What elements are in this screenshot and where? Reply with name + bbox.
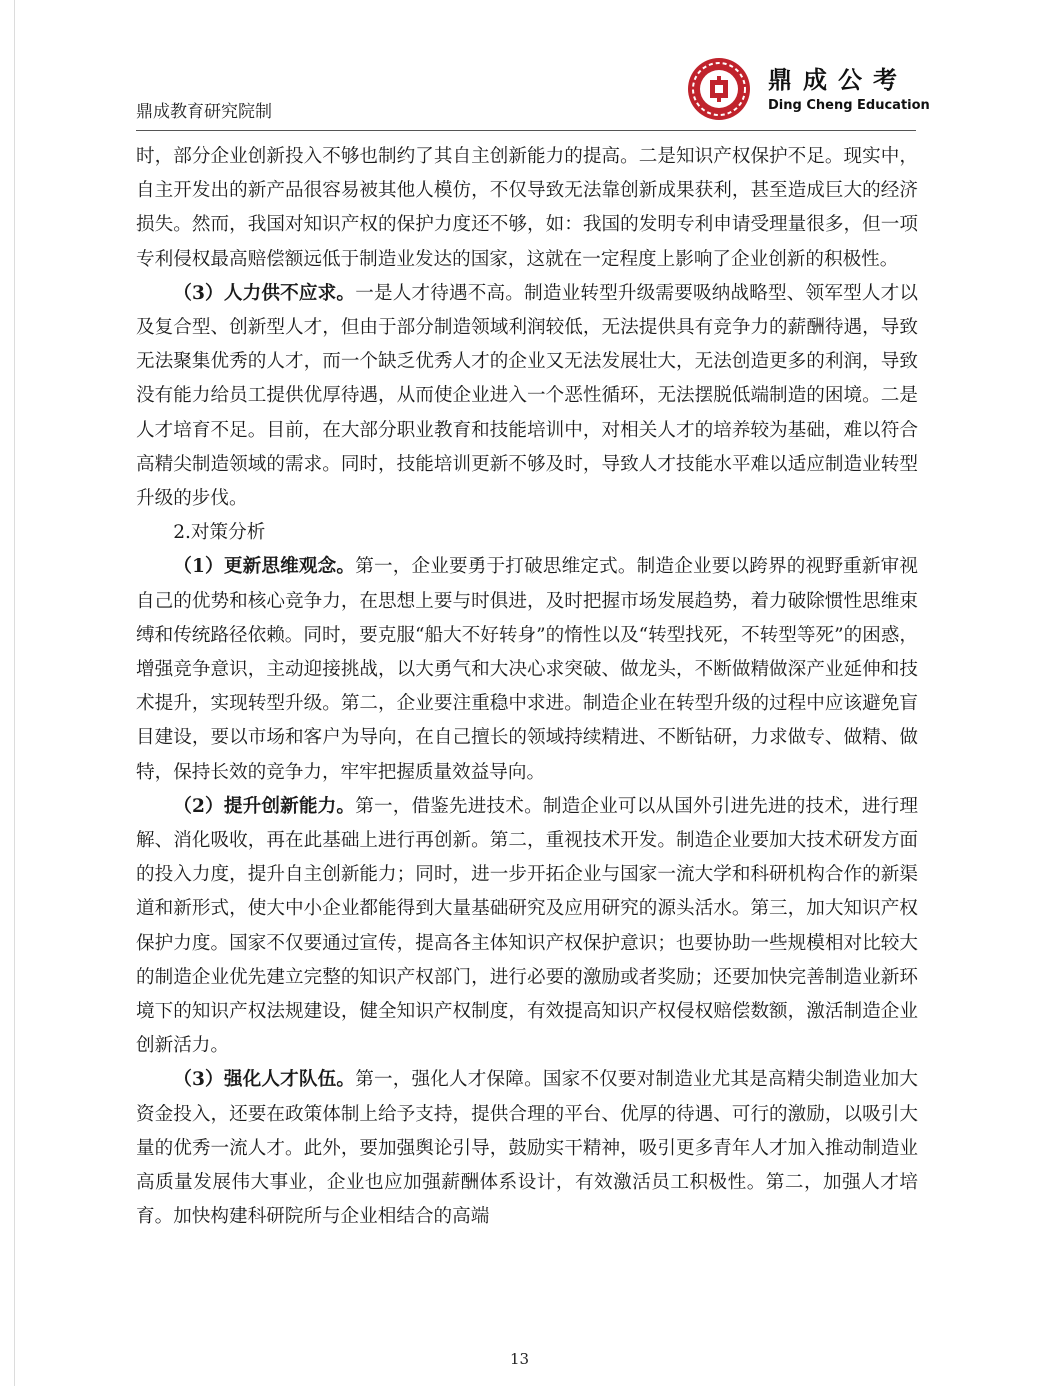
logo-english-name: Ding Cheng Education	[768, 98, 930, 113]
paragraph-3-text: 2.对策分析	[173, 522, 266, 544]
paragraph-4	[136, 550, 918, 789]
paragraph-4-text: 第一，企业要勇于打破思维定式。制造企业要以跨界的视野重新审视自己的优势和核心竞争力，在思想上要与时俱进，及时把握市场发展趋势，着力破除惯性思维束缚和传统路径依赖。同时，要克服“船大不好转身”的惰性以及“转型找死，不转型等死”的困惑，增强竞争意识，主动迎接挑战，以大勇气和大决心求突破、做龙头，不断做精做深产业延伸和技术提升，实现转型升级。第二，企业要注重稳中求进。制造企业在转型升级的过程中应该避免盲目建设，要以市场和客户为导向，在自己擅长的领域持续精进、不断钻研，力求做专、做精、做特，保持长效的竞争力，牢牢把握质量效益导向。	[136, 556, 918, 783]
paragraph-4-heading: （1）更新思维观念。	[173, 556, 356, 578]
paragraph-6-text: 第一，强化人才保障。国家不仅要对制造业尤其是高精尖制造业加大资金投入，还要在政策体制上给予支持，提供合理的平台、优厚的待遇、可行的激励，以吸引大量的优秀一流人才。此外，要加强舆论引导，鼓励实干精神，吸引更多青年人才加入推动制造业高质量发展伟大事业，企业也应加强薪酬体系设计，有效激活员工积极性。第二，加强人才培育。加快构建科研院所与企业相结合的高端	[136, 1069, 918, 1228]
section-title	[136, 516, 918, 550]
header-divider	[136, 130, 916, 131]
institute-name: 鼎成教育研究院制	[136, 102, 272, 122]
logo-seal-icon	[686, 56, 752, 122]
body-text	[136, 140, 918, 1235]
paragraph-5-heading: （2）提升创新能力。	[173, 795, 356, 817]
logo-chinese-name: 鼎成公考	[768, 65, 908, 94]
page-number: 13	[509, 1350, 530, 1368]
paragraph-1-text: 时，部分企业创新投入不够也制约了其自主创新能力的提高。二是知识产权保护不足。现实中，自主开发出的新产品很容易被其他人模仿，不仅导致无法靠创新成果获利，甚至造成巨大的经济损失。然而，我国对知识产权的保护力度还不够，如：我国的发明专利申请受理量很多，但一项专利侵权最高赔偿额远低于制造业发达的国家，这就在一定程度上影响了企业创新的积极性。	[136, 146, 918, 270]
paragraph-1	[136, 140, 918, 277]
page-edge	[14, 0, 15, 1386]
logo	[686, 56, 930, 122]
paragraph-6-heading: （3）强化人才队伍。	[173, 1069, 356, 1091]
page-header	[136, 56, 930, 126]
paragraph-5-text: 第一，借鉴先进技术。制造企业可以从国外引进先进的技术，进行理解、消化吸收，再在此基础上进行再创新。第二，重视技术开发。制造企业要加大技术研发方面的投入力度，提升自主创新能力；同时，进一步开拓企业与国家一流大学和科研机构合作的新渠道和新形式，使大中小企业都能得到大量基础研究及应用研究的源头活水。第三，加大知识产权保护力度。国家不仅要通过宣传，提高各主体知识产权保护意识；也要协助一些规模相对比较大的制造企业优先建立完整的知识产权部门，进行必要的激励或者奖励；还要加快完善制造业新环境下的知识产权法规建设，健全知识产权制度，有效提高知识产权侵权赔偿数额，激活制造企业创新活力。	[136, 795, 918, 1057]
paragraph-2-heading: （3）人力供不应求。	[173, 282, 356, 304]
paragraph-5	[136, 790, 918, 1064]
paragraph-2-text: 一是人才待遇不高。制造业转型升级需要吸纳战略型、领军型人才以及复合型、创新型人才，但由于部分制造领域利润较低，无法提供具有竞争力的薪酬待遇，导致无法聚集优秀的人才，而一个缺乏优秀人才的企业又无法发展壮大，无法创造更多的利润，导致没有能力给员工提供优厚待遇，从而使企业进入一个恶性循环，无法摆脱低端制造的困境。二是人才培育不足。目前，在大部分职业教育和技能培训中，对相关人才的培养较为基础，难以符合高精尖制造领域的需求。同时，技能培训更新不够及时，导致人才技能水平难以适应制造业转型升级的步伐。	[136, 282, 918, 510]
paragraph-6	[136, 1063, 918, 1234]
paragraph-2	[136, 277, 918, 516]
